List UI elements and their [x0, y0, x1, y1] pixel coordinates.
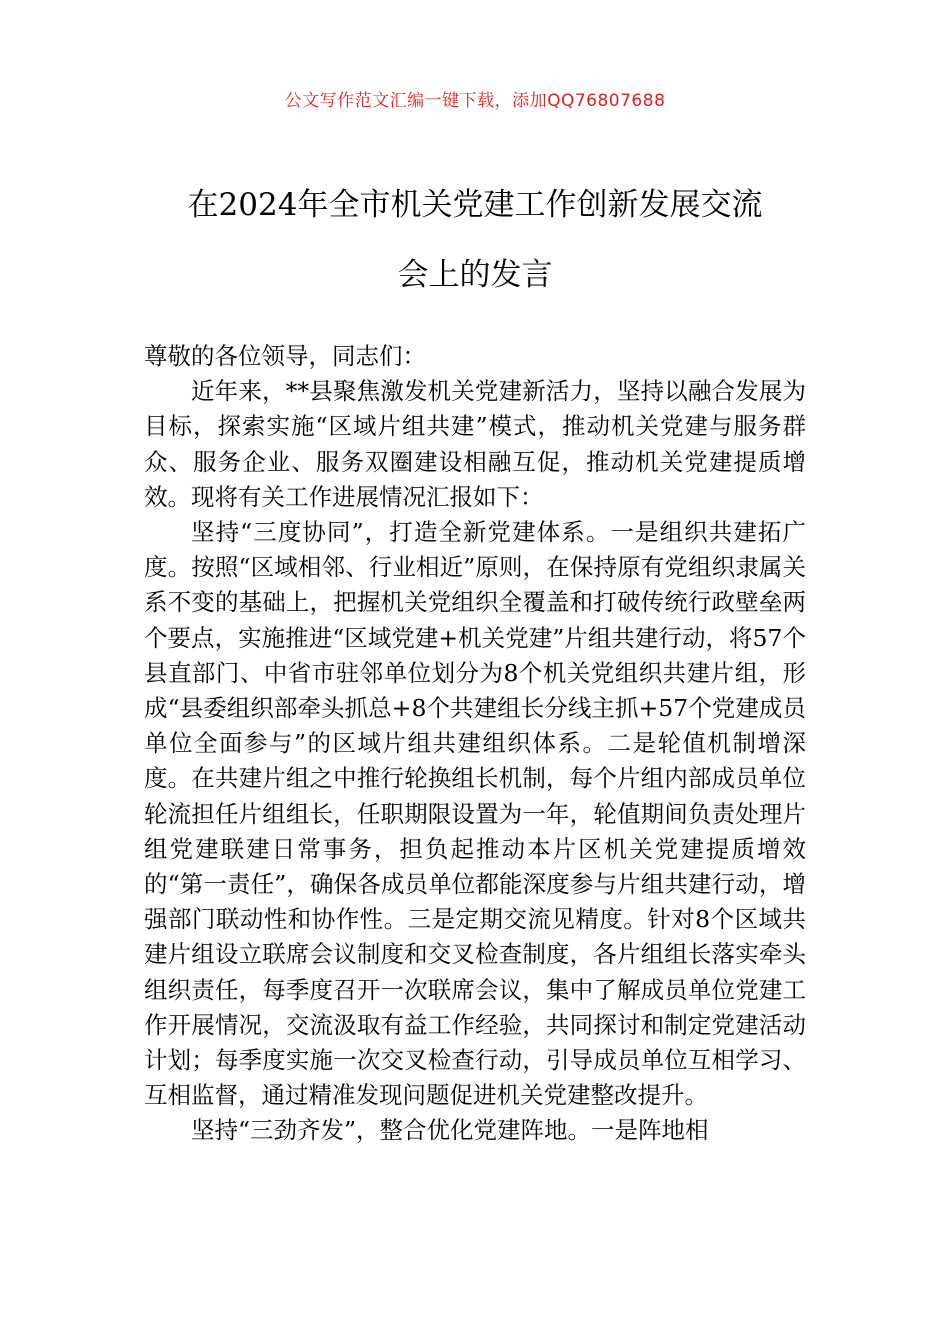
- title-line-2: 会上的发言: [397, 257, 553, 293]
- document-title: [120, 170, 830, 310]
- paragraph-section-1: 坚持“三度协同”，打造全新党建体系。一是组织共建拓广度。按照“区域相邻、行业相近”原则，在保持原有党组织隶属关系不变的基础上，把握机关党组织全覆盖和打破传统行政壁垒两个要点，实施推进“区域党建+机关党建”片组共建行动，将57个县直部门、中省市驻邻单位划分为8个机关党组织共建片组，形成“县委组织部牵头抓总+8个共建组长分线主抓+57个党建成员单位全面参与”的区域片组共建组织体系。二是轮值机制增深度。在共建片组之中推行轮换组长机制，每个片组内部成员单位轮流担任片组组长，任职期限设置为一年，轮值期间负责处理片组党建联建日常事务，担负起推动本片区机关党建提质增效的“第一责任”，确保各成员单位都能深度参与片组共建行动，增强部门联动性和协作性。三是定期交流见精度。针对8个区域共建片组设立联席会议制度和交叉检查制度，各片组组长落实牵头组织责任，每季度召开一次联席会议，集中了解成员单位党建工作开展情况，交流汲取有益工作经验，共同探讨和制定党建活动计划；每季度实施一次交叉检查行动，引导成员单位互相学习、互相监督，通过精准发现问题促进机关党建整改提升。: [144, 518, 806, 1110]
- header-note: 公文写作范文汇编一键下载，添加QQ76807688: [284, 91, 666, 111]
- title-line-1: 在2024年全市机关党建工作创新发展交流: [187, 187, 763, 223]
- document-body: [144, 339, 806, 1149]
- paragraph-intro: 近年来，**县聚焦激发机关党建新活力，坚持以融合发展为目标，探索实施“区域片组共建”模式，推动机关党建与服务群众、服务企业、服务双圈建设相融互促，推动机关党建提质增效。现将有关工作进展情况汇报如下：: [144, 377, 806, 511]
- paragraph-section-2: 坚持“三劲齐发”，整合优化党建阵地。一是阵地相: [191, 1116, 709, 1145]
- greeting: 尊敬的各位领导，同志们：: [144, 342, 426, 370]
